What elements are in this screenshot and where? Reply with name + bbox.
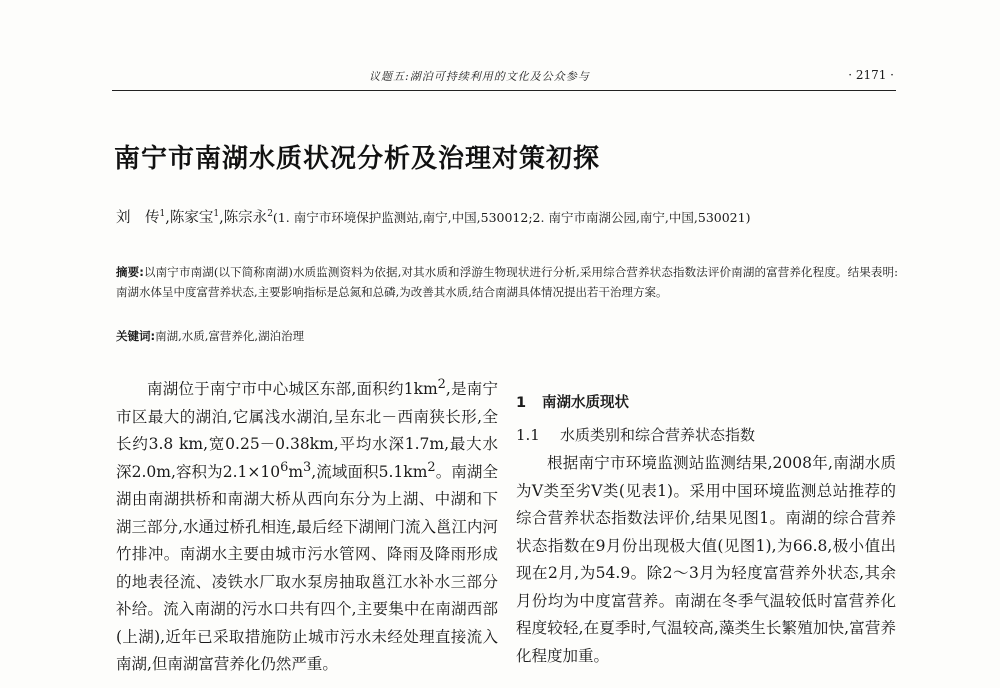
keywords	[116, 328, 304, 344]
superscript: 3	[303, 459, 312, 475]
keywords-text: 南湖,水质,富营养化,湖泊治理	[155, 329, 305, 343]
subsection-title: 水质类别和综合营养状态指数	[560, 426, 756, 444]
paper-title: 南宁市南湖水质状况分析及治理对策初探	[114, 144, 601, 174]
author-affiliation-mark: 1	[213, 209, 220, 220]
body-paragraph: 根据南宁市环境监测站监测结果,2008年,南湖水质为V类至劣V类(见表1)。采用中国环境监测总站推荐的综合营养状态指数法评价,结果见图1。南湖的综合营养状态指数在9月份出现极大值(见图1),为66.8,极小值出现在2月,为54.9。除2～3月为轻度富营养外状态,其余月份均为中度富营养。南湖在冬季气温较低时富营养化程度较轻,在夏季时,气温较高,藻类生长繁殖加快,富营养化程度加重。	[516, 454, 896, 665]
author-separator: ,	[165, 210, 170, 226]
abstract	[116, 262, 898, 302]
superscript: 2	[437, 376, 446, 392]
section-title: 南湖水质现状	[542, 395, 629, 411]
page-number: · 2171 ·	[848, 68, 894, 82]
author-line	[116, 206, 750, 227]
section-number: 1	[516, 395, 527, 411]
author-separator: ,	[219, 210, 224, 226]
body-paragraph	[116, 376, 498, 679]
body-text: 。南湖全湖由南湖拱桥和南湖大桥从西向东分为上湖、中湖和下湖三部分,水通过桥孔相连,最后经下湖闸门流入邕江内河竹排冲。南湖水主要由城市污水管网、降雨及降雨形成的地表径流、凌铁水厂取水泵房抽取邕江水补水三部分补给。流入南湖的污水口共有四个,主要集中在南湖西部(上湖),近年已采取措施防止城市污水未经处理直接流入南湖,但南湖富营养化仍然严重。	[116, 462, 498, 673]
body-text: m	[288, 462, 304, 481]
superscript: 2	[427, 459, 436, 475]
section-heading	[516, 390, 896, 414]
body-text: ,是南宁市区最大的湖泊,它属浅水湖泊,呈东北－西南狭长形,全长约3.8 km,宽0.25－0.38km,平均水深1.7m,最大水深2.0m,容积为2.1×10	[116, 380, 498, 481]
running-head-title: 议题五:湖泊可持续利用的文化及公众参与	[369, 70, 590, 83]
subsection-number: 1.1	[516, 426, 540, 444]
running-head	[116, 66, 894, 86]
author-name: 陈宗永	[223, 210, 268, 226]
header-rule	[112, 90, 896, 91]
body-text: ,流域面积5.1km	[311, 462, 428, 481]
author-name: 刘 传	[116, 210, 160, 226]
body-text: 南湖位于南宁市中心城区东部,面积约1km	[147, 380, 438, 398]
affiliations: (1. 南宁市环境保护监测站,南宁,中国,530012;2. 南宁市南湖公园,南宁,中国,530021)	[272, 210, 751, 225]
right-column	[516, 376, 896, 670]
subsection-heading	[516, 422, 896, 450]
abstract-label: 摘要:	[116, 265, 144, 279]
author-affiliation-mark: 2	[267, 209, 273, 220]
superscript: 6	[280, 459, 289, 475]
abstract-text: 以南宁市南湖(以下简称南湖)水质监测资料为依据,对其水质和浮游生物现状进行分析,采用综合营养状态指数法评价南湖的富营养化程度。结果表明:南湖水体呈中度富营养状态,主要影响指标是总氮和总磷,为改善其水质,结合南湖具体情况提出若干治理方案。	[116, 265, 898, 299]
author-name: 陈家宝	[169, 210, 214, 226]
left-column	[116, 376, 498, 679]
author-affiliation-mark: 1	[159, 209, 166, 220]
keywords-label: 关键词:	[116, 329, 156, 343]
